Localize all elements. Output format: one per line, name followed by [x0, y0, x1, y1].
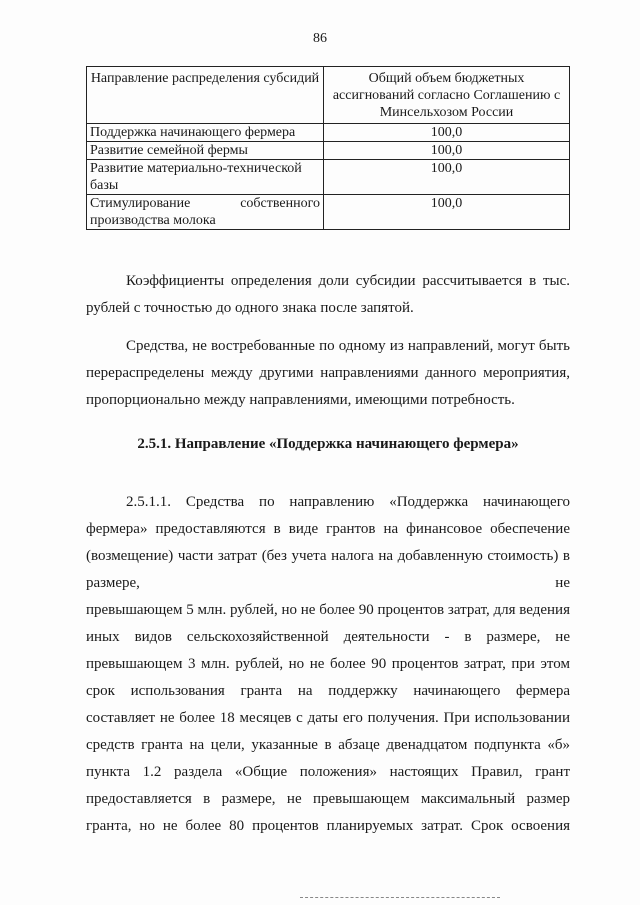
body-line: 2.5.1.1. Средства по направлению «Поддержка начинающего [126, 494, 570, 510]
row-amount: 100,0 [324, 142, 570, 160]
table-header-row [87, 67, 570, 124]
row-direction: Поддержка начинающего фермера [87, 124, 324, 142]
paragraph-coefficients: Коэффициенты определения доли субсидии рассчитывается в тыс. рублей с точностью до одного знака после запятой. [86, 273, 570, 316]
row-direction-line: базы [90, 178, 119, 193]
row-amount: 100,0 [324, 124, 570, 142]
subsidy-table [86, 66, 570, 230]
body-line: размере, не [86, 575, 570, 591]
table-row [87, 160, 570, 195]
table-row [87, 124, 570, 142]
body-line: гранта, но не более 80 процентов планируемых затрат. Срок освоения [86, 818, 570, 834]
row-direction [87, 160, 324, 195]
page-number: 86 [313, 31, 327, 46]
row-amount: 100,0 [324, 160, 570, 195]
body-line: составляет не более 18 месяцев с даты его получения. При использовании [86, 710, 570, 726]
body-line: срок использования гранта на поддержку начинающего фермера [86, 683, 570, 699]
table-header-direction: Направление распределения субсидий [87, 67, 324, 124]
table-row [87, 195, 570, 230]
paragraph-redistribution: Средства, не востребованные по одному из направлений, могут быть перераспределены между другими направлениями данного мероприятия, пропорционально между направлениями, имеющими потребность. [86, 338, 570, 408]
row-direction [87, 195, 324, 230]
section-heading: 2.5.1. Направление «Поддержка начинающего фермера» [137, 436, 519, 452]
row-amount: 100,0 [324, 195, 570, 230]
body-line: иных видов сельскохозяйственной деятельности - в размере, не [86, 629, 570, 645]
row-direction-line: производства молока [90, 213, 216, 228]
body-line: превышающем 5 млн. рублей, но не более 90 процентов затрат, для ведения [86, 602, 570, 618]
body-line: фермера» предоставляются в виде грантов на финансовое обеспечение [86, 521, 570, 537]
row-direction-line: Стимулирование собственного [90, 196, 320, 211]
body-line: предоставляется в размере, не превышающем максимальный размер [86, 791, 570, 807]
section-body [86, 489, 570, 840]
body-line: средств гранта на цели, указанные в абзаце двенадцатом подпункта «б» [86, 737, 570, 753]
table-row [87, 142, 570, 160]
table-header-amount: Общий объем бюджетных ассигнований согласно Соглашению с Минсельхозом России [324, 67, 570, 124]
scan-edge-mark [300, 897, 500, 900]
row-direction: Развитие семейной фермы [87, 142, 324, 160]
body-line: (возмещение) части затрат (без учета налога на добавленную стоимость) в [86, 548, 570, 564]
body-line: превышающем 3 млн. рублей, но не более 90 процентов затрат, при этом [86, 656, 570, 672]
body-line: пункта 1.2 раздела «Общие положения» настоящих Правил, грант [86, 764, 570, 780]
row-direction-line: Развитие материально-технической [90, 161, 302, 176]
